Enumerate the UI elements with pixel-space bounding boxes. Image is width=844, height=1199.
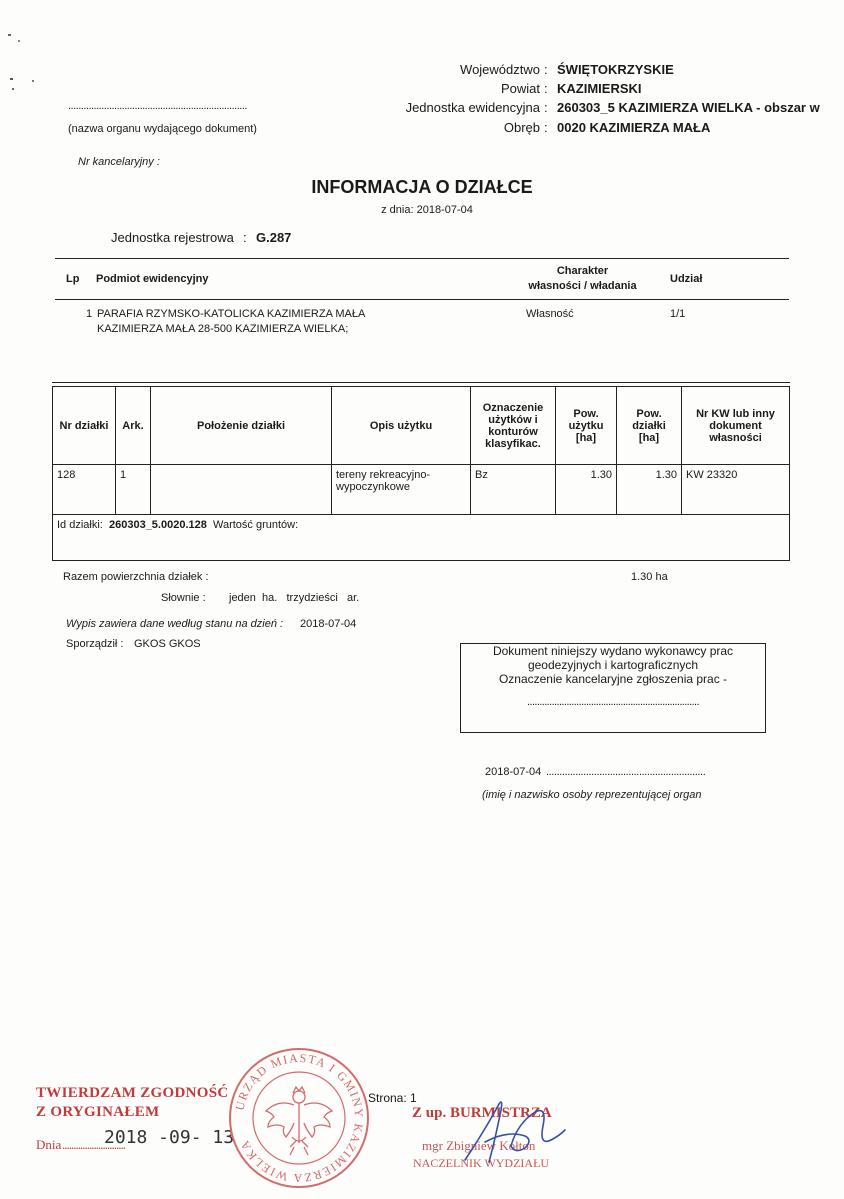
round-stamp-text: URZĄD MIASTA I GMINY KAZIMIERZA WIELKA xyxy=(232,1050,367,1186)
issuer-caption: (nazwa organu wydającego dokument) xyxy=(68,123,257,135)
registry-value: G.287 xyxy=(256,230,292,245)
colon: : xyxy=(544,81,548,96)
owners-header-charakter: Charakter xyxy=(556,265,609,277)
certify-stamp-date: 2018 -09- 13 xyxy=(104,1127,235,1148)
obreb-label: Obręb xyxy=(503,120,540,135)
scan-speck xyxy=(32,80,34,82)
divider xyxy=(55,299,789,300)
table-row xyxy=(53,465,790,515)
signatory-name: mgr Zbigniew Kołton xyxy=(422,1138,536,1153)
powiat-label: Powiat xyxy=(500,81,540,96)
colon: : xyxy=(544,62,548,77)
signatory-title: NACZELNIK WYDZIAŁU xyxy=(413,1156,550,1170)
table-header-row xyxy=(53,387,790,465)
parcels-table xyxy=(52,386,790,561)
owners-header-charakter: własności / władania xyxy=(528,280,637,292)
razem-label: Razem powierzchnia działek : xyxy=(63,571,209,583)
notice-line: Dokument niniejszy wydano wykonawcy prac xyxy=(492,644,734,658)
page-number: Strona: 1 xyxy=(368,1091,417,1105)
cell-ark: 1 xyxy=(116,465,151,515)
scan-speck xyxy=(12,88,14,90)
scan-speck xyxy=(10,78,13,80)
owner-charakter: Własność xyxy=(526,308,574,320)
notice-line: Oznaczenie kancelaryjne zgłoszenia prac - xyxy=(498,672,728,686)
scan-speck xyxy=(8,34,11,36)
registry-colon: : xyxy=(243,230,247,245)
scan-speck xyxy=(18,40,20,42)
jednostka-label: Jednostka ewidencyjna xyxy=(405,100,540,115)
obreb-value: 0020 KAZIMIERZA MAŁA xyxy=(557,120,711,135)
handwritten-signature xyxy=(455,1090,575,1170)
wojewodztwo-value: ŚWIĘTOKRZYSKIE xyxy=(557,62,674,77)
page-title: INFORMACJA O DZIAŁCE xyxy=(311,177,533,197)
signatory-stamp: Z up. BURMISTRZA xyxy=(412,1105,552,1121)
registry-label: Jednostka rejestrowa xyxy=(111,230,234,245)
signature-date: 2018-07-04 xyxy=(485,766,542,778)
col-header-polozenie: Położenie działki xyxy=(151,387,332,465)
owner-name: KAZIMIERZA MAŁA 28-500 KAZIMIERZA WIELKA; xyxy=(97,323,349,335)
certify-stamp-line: TWIERDZAM ZGODNOŚĆ xyxy=(36,1085,229,1101)
col-header-pow-dzialki: Pow. działki [ha] xyxy=(617,387,682,465)
signature-dots: ............................................................ xyxy=(546,766,706,778)
official-round-stamp xyxy=(228,1047,370,1189)
title-date: z dnia: 2018-07-04 xyxy=(381,204,473,216)
razem-value: 1.30 ha xyxy=(631,571,668,583)
slownie-value: jeden ha. trzydzieści ar. xyxy=(229,592,360,604)
col-header-kw: Nr KW lub inny dokument własności xyxy=(682,387,790,465)
signature-caption: (imię i nazwisko osoby reprezentującej organ xyxy=(482,789,702,801)
cell-opis: tereny rekreacyjno- wypoczynkowe xyxy=(332,465,471,515)
cell-oznaczenie: Bz xyxy=(471,465,556,515)
jednostka-value: 260303_5 KAZIMIERZA WIELKA - obszar w xyxy=(557,100,820,115)
parcel-id-label: Id działki: xyxy=(57,519,103,531)
notice-box xyxy=(460,643,766,733)
colon: : xyxy=(544,100,548,115)
cell-pow-dzialki: 1.30 xyxy=(617,465,682,515)
notice-line: geodezyjnych i kartograficznych xyxy=(527,658,699,672)
sporzadzil-label: Sporządził : xyxy=(66,638,124,650)
owner-name: PARAFIA RZYMSKO-KATOLICKA KAZIMIERZA MAŁA xyxy=(97,308,366,320)
colon: : xyxy=(544,120,548,135)
col-header-opis: Opis użytku xyxy=(332,387,471,465)
powiat-value: KAZIMIERSKI xyxy=(557,81,642,96)
parcel-wartosc-label: Wartość gruntów: xyxy=(213,519,299,531)
certify-stamp-dnia: Dnia xyxy=(36,1137,62,1152)
certify-stamp-line: Z ORYGINAŁEM xyxy=(36,1104,160,1120)
cell-kw: KW 23320 xyxy=(682,465,790,515)
owners-header-udzial: Udział xyxy=(670,273,703,285)
notice-dots: ...................................................................... xyxy=(527,696,699,708)
sporzadzil-value: GKOS GKOS xyxy=(134,638,201,650)
table-id-row xyxy=(53,515,790,561)
cell-polozenie xyxy=(151,465,332,515)
col-header-oznaczenie: Oznaczenie użytków i konturów klasyfikac. xyxy=(471,387,556,465)
divider xyxy=(55,258,789,259)
slownie-label: Słownie : xyxy=(161,592,206,604)
cell-pow-uzytku: 1.30 xyxy=(556,465,617,515)
cell-nr: 128 xyxy=(53,465,116,515)
certify-stamp-dots: ............................ xyxy=(62,1137,125,1152)
wojewodztwo-label: Województwo xyxy=(460,62,540,77)
col-header-ark: Ark. xyxy=(116,387,151,465)
owner-udzial: 1/1 xyxy=(670,308,686,320)
wypis-value: 2018-07-04 xyxy=(300,618,357,630)
eagle-seal-icon xyxy=(228,1047,370,1189)
nr-kancelaryjny: Nr kancelaryjny : xyxy=(78,156,160,168)
divider xyxy=(52,382,790,383)
wypis-label: Wypis zawiera dane według stanu na dzień : xyxy=(66,618,284,630)
issuer-dots: ...................................................................... xyxy=(68,100,247,112)
owners-header-podmiot: Podmiot ewidencyjny xyxy=(96,273,209,285)
parcel-id-value: 260303_5.0020.128 xyxy=(108,519,207,531)
owners-header-lp: Lp xyxy=(66,273,80,285)
parcel-id-cell xyxy=(53,515,790,561)
col-header-nr: Nr działki xyxy=(53,387,116,465)
col-header-pow-uzytku: Pow. użytku [ha] xyxy=(556,387,617,465)
owner-lp: 1 xyxy=(86,308,93,320)
